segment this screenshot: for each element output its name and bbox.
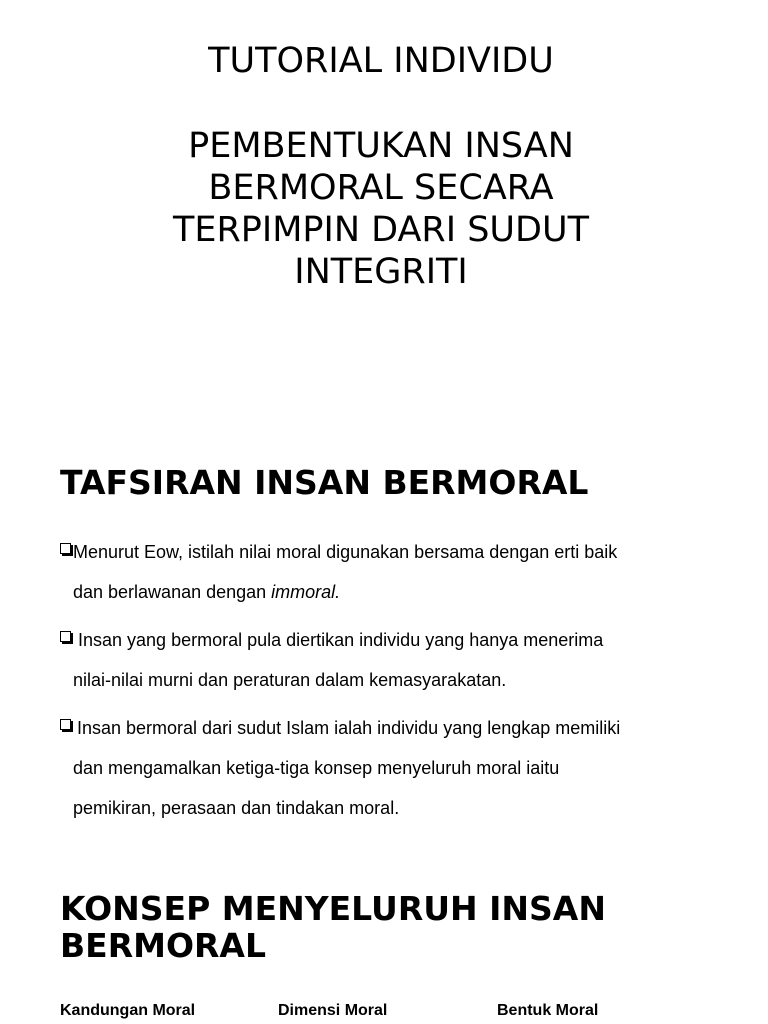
bullet-text-plain: dan berlawanan dengan — [73, 582, 272, 602]
column-label-dimensi: Dimensi Moral — [278, 1002, 388, 1019]
column-label-bentuk: Bentuk Moral — [497, 1002, 599, 1019]
checkbox-square-icon — [60, 543, 71, 554]
bullet-item — [60, 620, 720, 700]
bullet-line: pemikiran, perasaan dan tindakan moral. — [73, 798, 400, 818]
bullet-line: nilai-nilai murni dan peraturan dalam kemasyarakatan. — [73, 670, 507, 690]
column-label-kandungan: Kandungan Moral — [60, 1002, 196, 1019]
checkbox-square-icon — [60, 631, 71, 642]
title-slide — [0, 0, 768, 420]
bullet-line: Insan yang bermoral pula diertikan individu yang hanya menerima — [78, 630, 604, 650]
bullet-text-italic: immoral. — [271, 582, 341, 602]
slide-subtitle: PEMBENTUKAN INSAN BERMORAL SECARA TERPIMPIN DARI SUDUT INTEGRITI — [172, 126, 589, 292]
bullet-item — [60, 708, 720, 828]
slide-title: TUTORIAL INDIVIDU — [208, 41, 554, 81]
bullet-item — [60, 532, 720, 612]
section-heading-tafsiran: TAFSIRAN INSAN BERMORAL — [60, 463, 589, 502]
bullet-list — [60, 532, 720, 836]
bullet-line: Menurut Eow, istilah nilai moral digunakan bersama dengan erti baik — [73, 542, 618, 562]
bullet-line — [73, 582, 340, 602]
bullet-line: Insan bermoral dari sudut Islam ialah individu yang lengkap memiliki — [77, 718, 621, 738]
section-heading-konsep: KONSEP MENYELURUH INSAN BERMORAL — [60, 889, 606, 965]
bullet-line: dan mengamalkan ketiga-tiga konsep menyeluruh moral iaitu — [73, 758, 560, 778]
checkbox-square-icon — [60, 719, 71, 730]
